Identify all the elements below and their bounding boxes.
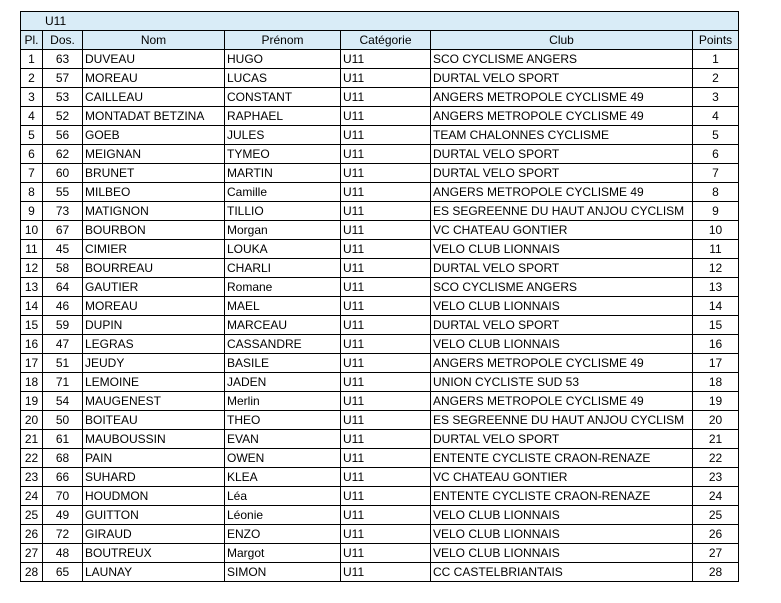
first-name-cell: CONSTANT [225, 88, 341, 107]
place-cell: 17 [21, 354, 43, 373]
last-name-cell: CAILLEAU [83, 88, 225, 107]
club-cell: DURTAL VELO SPORT [431, 430, 693, 449]
points-cell: 13 [693, 278, 739, 297]
club-cell: ANGERS METROPOLE CYCLISME 49 [431, 107, 693, 126]
first-name-cell: JULES [225, 126, 341, 145]
first-name-cell: KLEA [225, 468, 341, 487]
header-club: Club [431, 31, 693, 50]
table-row [21, 487, 739, 506]
bib-cell: 62 [43, 145, 83, 164]
place-cell: 13 [21, 278, 43, 297]
club-cell: ANGERS METROPOLE CYCLISME 49 [431, 354, 693, 373]
last-name-cell: BOURREAU [83, 259, 225, 278]
table-row [21, 392, 739, 411]
category-cell: U11 [341, 297, 431, 316]
points-cell: 28 [693, 563, 739, 582]
last-name-cell: SUHARD [83, 468, 225, 487]
club-cell: VELO CLUB LIONNAIS [431, 335, 693, 354]
club-cell: SCO CYCLISME ANGERS [431, 50, 693, 69]
first-name-cell: MARCEAU [225, 316, 341, 335]
place-cell: 20 [21, 411, 43, 430]
category-cell: U11 [341, 373, 431, 392]
last-name-cell: PAIN [83, 449, 225, 468]
bib-cell: 52 [43, 107, 83, 126]
club-cell: ES SEGREENNE DU HAUT ANJOU CYCLISM [431, 202, 693, 221]
last-name-cell: BOITEAU [83, 411, 225, 430]
first-name-cell: OWEN [225, 449, 341, 468]
place-cell: 5 [21, 126, 43, 145]
bib-cell: 70 [43, 487, 83, 506]
table-row [21, 278, 739, 297]
first-name-cell: THEO [225, 411, 341, 430]
place-cell: 22 [21, 449, 43, 468]
table-row [21, 221, 739, 240]
category-cell: U11 [341, 430, 431, 449]
last-name-cell: MAUGENEST [83, 392, 225, 411]
club-cell: ANGERS METROPOLE CYCLISME 49 [431, 183, 693, 202]
category-cell: U11 [341, 449, 431, 468]
bib-cell: 56 [43, 126, 83, 145]
table-row [21, 240, 739, 259]
bib-cell: 47 [43, 335, 83, 354]
last-name-cell: GOEB [83, 126, 225, 145]
points-cell: 7 [693, 164, 739, 183]
bib-cell: 60 [43, 164, 83, 183]
first-name-cell: Margot [225, 544, 341, 563]
bib-cell: 59 [43, 316, 83, 335]
category-cell: U11 [341, 259, 431, 278]
category-cell: U11 [341, 164, 431, 183]
last-name-cell: BRUNET [83, 164, 225, 183]
last-name-cell: LEGRAS [83, 335, 225, 354]
last-name-cell: CIMIER [83, 240, 225, 259]
category-cell: U11 [341, 468, 431, 487]
points-cell: 8 [693, 183, 739, 202]
table-row [21, 145, 739, 164]
category-cell: U11 [341, 88, 431, 107]
club-cell: ENTENTE CYCLISTE CRAON-RENAZE [431, 487, 693, 506]
bib-cell: 65 [43, 563, 83, 582]
table-row [21, 88, 739, 107]
place-cell: 4 [21, 107, 43, 126]
category-cell: U11 [341, 563, 431, 582]
first-name-cell: MARTIN [225, 164, 341, 183]
first-name-cell: BASILE [225, 354, 341, 373]
club-cell: TEAM CHALONNES CYCLISME [431, 126, 693, 145]
club-cell: DURTAL VELO SPORT [431, 145, 693, 164]
table-row [21, 430, 739, 449]
place-cell: 8 [21, 183, 43, 202]
bib-cell: 49 [43, 506, 83, 525]
first-name-cell: LUCAS [225, 69, 341, 88]
category-cell: U11 [341, 126, 431, 145]
last-name-cell: HOUDMON [83, 487, 225, 506]
table-row [21, 259, 739, 278]
bib-cell: 50 [43, 411, 83, 430]
table-row [21, 449, 739, 468]
club-cell: VELO CLUB LIONNAIS [431, 525, 693, 544]
bib-cell: 68 [43, 449, 83, 468]
points-cell: 25 [693, 506, 739, 525]
club-cell: VELO CLUB LIONNAIS [431, 297, 693, 316]
first-name-cell: Léa [225, 487, 341, 506]
header-row [21, 31, 739, 50]
club-cell: DURTAL VELO SPORT [431, 259, 693, 278]
first-name-cell: MAEL [225, 297, 341, 316]
place-cell: 14 [21, 297, 43, 316]
points-cell: 4 [693, 107, 739, 126]
table-row [21, 468, 739, 487]
points-cell: 5 [693, 126, 739, 145]
bib-cell: 48 [43, 544, 83, 563]
club-cell: CC CASTELBRIANTAIS [431, 563, 693, 582]
first-name-cell: TILLIO [225, 202, 341, 221]
table-row [21, 373, 739, 392]
last-name-cell: LEMOINE [83, 373, 225, 392]
last-name-cell: BOUTREUX [83, 544, 225, 563]
club-cell: ES SEGREENNE DU HAUT ANJOU CYCLISM [431, 411, 693, 430]
club-cell: VC CHATEAU GONTIER [431, 468, 693, 487]
last-name-cell: BOURBON [83, 221, 225, 240]
first-name-cell: CHARLI [225, 259, 341, 278]
points-cell: 20 [693, 411, 739, 430]
last-name-cell: MEIGNAN [83, 145, 225, 164]
place-cell: 25 [21, 506, 43, 525]
table-row [21, 563, 739, 582]
header-bib: Dos. [43, 31, 83, 50]
last-name-cell: GAUTIER [83, 278, 225, 297]
place-cell: 12 [21, 259, 43, 278]
table-row [21, 335, 739, 354]
points-cell: 1 [693, 50, 739, 69]
last-name-cell: MONTADAT BETZINA [83, 107, 225, 126]
category-cell: U11 [341, 107, 431, 126]
table-row [21, 297, 739, 316]
place-cell: 18 [21, 373, 43, 392]
first-name-cell: Merlin [225, 392, 341, 411]
category-cell: U11 [341, 544, 431, 563]
first-name-cell: ENZO [225, 525, 341, 544]
points-cell: 9 [693, 202, 739, 221]
bib-cell: 66 [43, 468, 83, 487]
club-cell: VELO CLUB LIONNAIS [431, 240, 693, 259]
table-row [21, 69, 739, 88]
club-cell: ANGERS METROPOLE CYCLISME 49 [431, 88, 693, 107]
place-cell: 1 [21, 50, 43, 69]
last-name-cell: LAUNAY [83, 563, 225, 582]
last-name-cell: MOREAU [83, 297, 225, 316]
place-cell: 10 [21, 221, 43, 240]
place-cell: 27 [21, 544, 43, 563]
category-title: U11 [21, 12, 739, 31]
club-cell: UNION CYCLISTE SUD 53 [431, 373, 693, 392]
place-cell: 2 [21, 69, 43, 88]
table-row [21, 126, 739, 145]
bib-cell: 51 [43, 354, 83, 373]
place-cell: 11 [21, 240, 43, 259]
category-cell: U11 [341, 183, 431, 202]
table-row [21, 411, 739, 430]
first-name-cell: SIMON [225, 563, 341, 582]
bib-cell: 55 [43, 183, 83, 202]
bib-cell: 64 [43, 278, 83, 297]
results-sheet [20, 11, 739, 582]
points-cell: 22 [693, 449, 739, 468]
points-cell: 23 [693, 468, 739, 487]
first-name-cell: Morgan [225, 221, 341, 240]
club-cell: ENTENTE CYCLISTE CRAON-RENAZE [431, 449, 693, 468]
category-cell: U11 [341, 202, 431, 221]
category-cell: U11 [341, 145, 431, 164]
points-cell: 16 [693, 335, 739, 354]
category-cell: U11 [341, 316, 431, 335]
bib-cell: 73 [43, 202, 83, 221]
points-cell: 19 [693, 392, 739, 411]
last-name-cell: JEUDY [83, 354, 225, 373]
place-cell: 24 [21, 487, 43, 506]
last-name-cell: GIRAUD [83, 525, 225, 544]
bib-cell: 63 [43, 50, 83, 69]
bib-cell: 53 [43, 88, 83, 107]
bib-cell: 71 [43, 373, 83, 392]
club-cell: SCO CYCLISME ANGERS [431, 278, 693, 297]
table-row [21, 525, 739, 544]
table-row [21, 316, 739, 335]
points-cell: 27 [693, 544, 739, 563]
place-cell: 16 [21, 335, 43, 354]
last-name-cell: DUPIN [83, 316, 225, 335]
category-cell: U11 [341, 354, 431, 373]
points-cell: 2 [693, 69, 739, 88]
header-points: Points [693, 31, 739, 50]
table-row [21, 50, 739, 69]
first-name-cell: EVAN [225, 430, 341, 449]
points-cell: 6 [693, 145, 739, 164]
place-cell: 19 [21, 392, 43, 411]
category-cell: U11 [341, 506, 431, 525]
club-cell: VC CHATEAU GONTIER [431, 221, 693, 240]
bib-cell: 67 [43, 221, 83, 240]
bib-cell: 58 [43, 259, 83, 278]
points-cell: 21 [693, 430, 739, 449]
first-name-cell: Romane [225, 278, 341, 297]
place-cell: 15 [21, 316, 43, 335]
bib-cell: 45 [43, 240, 83, 259]
first-name-cell: HUGO [225, 50, 341, 69]
club-cell: ANGERS METROPOLE CYCLISME 49 [431, 392, 693, 411]
place-cell: 3 [21, 88, 43, 107]
club-cell: VELO CLUB LIONNAIS [431, 506, 693, 525]
table-row [21, 544, 739, 563]
bib-cell: 54 [43, 392, 83, 411]
bib-cell: 61 [43, 430, 83, 449]
place-cell: 26 [21, 525, 43, 544]
results-body [21, 50, 739, 582]
header-first-name: Prénom [225, 31, 341, 50]
points-cell: 17 [693, 354, 739, 373]
place-cell: 23 [21, 468, 43, 487]
points-cell: 18 [693, 373, 739, 392]
points-cell: 10 [693, 221, 739, 240]
points-cell: 3 [693, 88, 739, 107]
table-row [21, 164, 739, 183]
table-row [21, 183, 739, 202]
bib-cell: 46 [43, 297, 83, 316]
table-row [21, 107, 739, 126]
category-cell: U11 [341, 240, 431, 259]
place-cell: 21 [21, 430, 43, 449]
place-cell: 7 [21, 164, 43, 183]
table-row [21, 202, 739, 221]
last-name-cell: MAUBOUSSIN [83, 430, 225, 449]
points-cell: 15 [693, 316, 739, 335]
place-cell: 28 [21, 563, 43, 582]
category-cell: U11 [341, 50, 431, 69]
first-name-cell: LOUKA [225, 240, 341, 259]
header-place: Pl. [21, 31, 43, 50]
club-cell: VELO CLUB LIONNAIS [431, 544, 693, 563]
place-cell: 6 [21, 145, 43, 164]
club-cell: DURTAL VELO SPORT [431, 316, 693, 335]
first-name-cell: Camille [225, 183, 341, 202]
header-category: Catégorie [341, 31, 431, 50]
table-row [21, 506, 739, 525]
bib-cell: 72 [43, 525, 83, 544]
category-cell: U11 [341, 487, 431, 506]
category-cell: U11 [341, 525, 431, 544]
points-cell: 24 [693, 487, 739, 506]
category-cell: U11 [341, 221, 431, 240]
last-name-cell: MILBEO [83, 183, 225, 202]
last-name-cell: DUVEAU [83, 50, 225, 69]
first-name-cell: Léonie [225, 506, 341, 525]
last-name-cell: GUITTON [83, 506, 225, 525]
category-band [21, 12, 739, 31]
category-cell: U11 [341, 335, 431, 354]
points-cell: 11 [693, 240, 739, 259]
points-cell: 14 [693, 297, 739, 316]
points-cell: 12 [693, 259, 739, 278]
place-cell: 9 [21, 202, 43, 221]
category-cell: U11 [341, 411, 431, 430]
points-cell: 26 [693, 525, 739, 544]
bib-cell: 57 [43, 69, 83, 88]
club-cell: DURTAL VELO SPORT [431, 69, 693, 88]
first-name-cell: RAPHAEL [225, 107, 341, 126]
category-cell: U11 [341, 69, 431, 88]
header-last-name: Nom [83, 31, 225, 50]
club-cell: DURTAL VELO SPORT [431, 164, 693, 183]
first-name-cell: JADEN [225, 373, 341, 392]
results-table [20, 11, 739, 582]
last-name-cell: MATIGNON [83, 202, 225, 221]
category-cell: U11 [341, 278, 431, 297]
first-name-cell: TYMEO [225, 145, 341, 164]
first-name-cell: CASSANDRE [225, 335, 341, 354]
table-row [21, 354, 739, 373]
category-cell: U11 [341, 392, 431, 411]
last-name-cell: MOREAU [83, 69, 225, 88]
